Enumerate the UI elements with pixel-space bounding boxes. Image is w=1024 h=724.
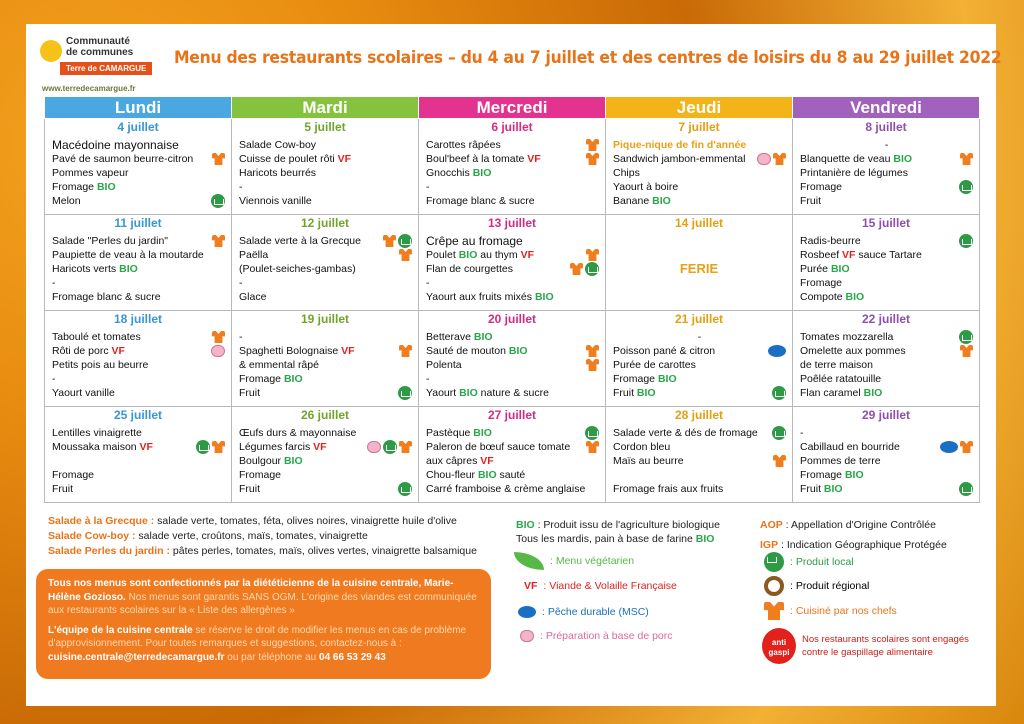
dish-list: [793, 327, 979, 400]
dish-item: -: [884, 139, 889, 151]
dish-item: Fruit: [239, 482, 412, 496]
basket-icon: [585, 262, 599, 276]
contact-email[interactable]: cuisine.centrale@terredecamargue.fr: [48, 651, 225, 663]
dish-item: Pastèque BIO: [426, 426, 599, 440]
menu-cell: [606, 311, 793, 407]
dish-item: Boulgour BIO: [239, 455, 303, 467]
menu-date: 12 juillet: [300, 216, 350, 230]
legend-antigaspi: anti gaspi Nos restaurants scolaires sont engagés contre le gaspillage alimentaire: [762, 628, 982, 664]
chef-icon: [586, 139, 599, 151]
menu-date: 25 juillet: [113, 408, 163, 422]
dish-item: -: [426, 277, 430, 289]
dish-item: Poêlée ratatouille: [800, 373, 882, 385]
menu-cell: [45, 215, 232, 311]
dish-item: [613, 468, 786, 482]
menu-date: 6 juillet: [491, 120, 533, 134]
dish-item: Fromage frais aux fruits: [613, 483, 724, 495]
week-row: [45, 119, 980, 215]
day-header-vendredi: Vendredi: [793, 97, 980, 119]
menu-cell: [606, 119, 793, 215]
dish-item: Salade "Perles du jardin": [52, 234, 225, 248]
chef-icon: [570, 263, 583, 275]
dish-item: Compote BIO: [800, 291, 865, 303]
legend-regional: : Produit régional: [764, 576, 869, 596]
dish-item: Fromage BIO: [613, 373, 677, 385]
dish-list: [793, 135, 979, 208]
menu-cell: [793, 119, 980, 215]
day-header-mardi: Mardi: [232, 97, 419, 119]
menu-cell: [793, 407, 980, 503]
chef-icon: [960, 441, 973, 453]
dish-item: Fruit: [52, 483, 73, 495]
chef-icon: [960, 153, 973, 165]
dish-list: [606, 327, 792, 400]
dish-item: Flan caramel BIO: [800, 387, 883, 399]
basket-icon: [196, 440, 210, 454]
dish-item: Salade Cow-boy: [239, 139, 317, 151]
menu-cell: [232, 407, 419, 503]
menu-date: 15 juillet: [861, 216, 911, 230]
dish-item: Fromage blanc & sucre: [52, 291, 161, 303]
dish-item: Sauté de mouton BIO: [426, 344, 599, 358]
legend-bio: BIO : Produit issu de l'agriculture biologique Tous les mardis, pain à base de farine BIO: [516, 519, 720, 545]
dish-item: Purée BIO: [800, 263, 850, 275]
chef-icon: [383, 235, 396, 247]
dish-item: Polenta: [426, 358, 599, 372]
basket-icon: [772, 386, 786, 400]
basket-icon: [959, 330, 973, 344]
chef-icon: [960, 345, 973, 357]
fish-icon: [768, 345, 786, 357]
dish-item: Macédoine mayonnaise: [52, 138, 179, 152]
basket-icon: [211, 194, 225, 208]
fish-icon: [940, 441, 958, 453]
dish-item: -: [239, 277, 243, 289]
menu-table: [44, 96, 980, 503]
dish-list: [45, 327, 231, 400]
dish-list: [419, 231, 605, 304]
dish-item: Salade verte & dés de fromage: [613, 426, 786, 440]
dish-item: Betterave BIO: [426, 331, 493, 343]
note-cowboy: Salade Cow-boy : salade verte, croûtons, maïs, tomates, vinaigrette: [48, 530, 368, 542]
menu-date: 26 juillet: [300, 408, 350, 422]
basket-icon: [383, 440, 397, 454]
chef-icon: [586, 153, 599, 165]
menu-cell: [419, 119, 606, 215]
dish-item: Pommes vapeur: [52, 167, 129, 179]
chef-icon: [212, 331, 225, 343]
menu-date: 8 juillet: [865, 120, 907, 134]
menu-date: 20 juillet: [487, 312, 537, 326]
dish-item: -: [52, 373, 56, 385]
dish-item: (Poulet-seiches-gambas): [239, 263, 356, 275]
chef-icon: [586, 441, 599, 453]
basket-icon: [398, 386, 412, 400]
menu-cell: [232, 119, 419, 215]
chef-icon: [586, 359, 599, 371]
dish-item: Maïs au beurre: [613, 454, 786, 468]
dish-item: Chou-fleur BIO sauté: [426, 469, 526, 481]
week-row: [45, 407, 980, 503]
logo-line2: de communes: [66, 47, 134, 58]
basket-icon: [959, 234, 973, 248]
menu-cell: [606, 215, 793, 311]
note-perles: Salade Perles du jardin : pâtes perles, tomates, maïs, olives vertes, vinaigrette balsamique: [48, 545, 477, 557]
dish-item: Fruit BIO: [800, 482, 973, 496]
legend-vf: VF : Viande & Volaille Française: [524, 580, 677, 592]
dish-item: Glace: [239, 291, 267, 303]
logo: [38, 34, 158, 102]
dish-item: -: [426, 181, 430, 193]
holiday-label: FERIE: [679, 261, 719, 276]
note-grecque: Salade à la Grecque : salade verte, tomates, féta, olives noires, vinaigrette huile d'olive: [48, 515, 457, 527]
dish-item: -: [239, 181, 243, 193]
dish-item: Fromage BIO: [52, 181, 116, 193]
dish-item: Yaourt vanille: [52, 387, 115, 399]
dish-item: aux câpres VF: [426, 455, 494, 467]
dish-item: Légumes farcis VF: [239, 440, 412, 454]
menu-date: 11 juillet: [114, 216, 162, 230]
salad-notes: [48, 514, 518, 559]
dish-list: [606, 423, 792, 496]
logo-url: www.terredecamargue.fr: [42, 84, 136, 93]
dish-list: [232, 135, 418, 208]
basket-icon: [585, 426, 599, 440]
dish-item: Yaourt BIO nature & sucre: [426, 387, 549, 399]
dish-item: Paupiette de veau à la moutarde: [52, 249, 204, 261]
dish-item: Fromage BIO: [800, 469, 864, 481]
dish-item: Yaourt à boire: [613, 181, 679, 193]
dish-item: Chips: [613, 167, 640, 179]
menu-date: 18 juillet: [113, 312, 163, 326]
dish-item: Haricots verts BIO: [52, 263, 138, 275]
dish-item: Carottes râpées: [426, 138, 599, 152]
menu-date: 19 juillet: [300, 312, 350, 326]
menu-date: 13 juillet: [487, 216, 537, 230]
dish-item: Gnocchis BIO: [426, 167, 492, 179]
dish-item: Purée de carottes: [613, 359, 696, 371]
menu-cell: [232, 215, 419, 311]
dish-item: Fromage BIO: [239, 373, 303, 385]
menu-date: 14 juillet: [674, 216, 724, 230]
dish-item: Fromage: [239, 469, 282, 481]
menu-date: 29 juillet: [861, 408, 911, 422]
dish-item: Fromage: [52, 469, 95, 481]
menu-sheet: [26, 24, 1002, 706]
menu-cell: [419, 407, 606, 503]
menu-cell: [793, 311, 980, 407]
menu-cell: [419, 215, 606, 311]
basket-icon: [398, 482, 412, 496]
dish-item: Banane BIO: [613, 195, 671, 207]
menu-cell: [232, 311, 419, 407]
dish-item: Taboulé et tomates: [52, 330, 225, 344]
menu-cell: [419, 311, 606, 407]
dish-item: Sandwich jambon-emmental: [613, 152, 786, 166]
dish-list: [419, 423, 605, 496]
sun-icon: [40, 40, 62, 62]
dish-list: [232, 231, 418, 304]
dish-item: Boul'beef à la tomate VF: [426, 152, 599, 166]
menu-cell: [606, 407, 793, 503]
dish-item: Omelette aux pommes: [800, 344, 973, 358]
dish-item: Yaourt aux fruits mixés BIO: [426, 291, 554, 303]
legend-chefs: : Cuisiné par nos chefs: [764, 602, 897, 620]
dish-item: Flan de courgettes: [426, 262, 599, 276]
dish-item: -: [52, 277, 56, 289]
menu-date: 27 juillet: [487, 408, 537, 422]
dish-item: de terre maison: [800, 359, 873, 371]
dish-item: Crêpe au fromage: [426, 234, 523, 248]
leaf-icon: [514, 552, 544, 570]
menu-date: 28 juillet: [674, 408, 724, 422]
dish-item: Fruit: [239, 386, 412, 400]
info-box: Tous nos menus sont confectionnés par la diététicienne de la cuisine centrale, Marie-Hélène Gozioso. Nos menus sont garantis SANS OGM. L'origine des viandes est communiquée aux restaurants scolaires sur la « Liste des allergènes » L'équipe de la cuisine centrale se réserve le droit de modifier les menus en cas de problème d'approvisionnement. Pour toutes remarques et suggestions, contactez-nous à : cuisine.centrale@terredecamargue.fr ou par téléphone au 04 66 53 29 43: [36, 569, 491, 679]
dish-item: Pique-nique de fin d'année: [613, 139, 747, 151]
dish-list: [419, 135, 605, 208]
dish-item: Spaghetti Bolognaise VF: [239, 344, 412, 358]
dish-item: Fruit: [800, 195, 821, 207]
pig-icon: [757, 153, 771, 165]
dish-item: Radis-beurre: [800, 234, 973, 248]
chef-icon: [773, 455, 786, 467]
dish-list: [45, 231, 231, 304]
logo-line1: Communauté: [66, 36, 130, 47]
dish-item: -: [697, 331, 702, 343]
dish-list: [45, 423, 231, 496]
basket-icon: [959, 180, 973, 194]
menu-date: 5 juillet: [304, 120, 346, 134]
dish-item: & emmental râpé: [239, 359, 319, 371]
basket-icon: [959, 482, 973, 496]
dish-item: Printanière de légumes: [800, 167, 908, 179]
dish-item: -: [800, 427, 804, 439]
menu-cell: [45, 311, 232, 407]
dish-list: [419, 327, 605, 400]
dish-item: Pavé de saumon beurre-citron: [52, 152, 225, 166]
dish-item: Lentilles vinaigrette: [52, 427, 142, 439]
dish-item: Rosbeef VF sauce Tartare: [800, 249, 922, 261]
chef-icon: [773, 153, 786, 165]
dish-item: Poisson pané & citron: [613, 344, 786, 358]
dish-item: Fromage blanc & sucre: [426, 195, 535, 207]
dish-item: Tomates mozzarella: [800, 330, 973, 344]
dish-item: [52, 454, 225, 468]
antigaspi-icon: anti gaspi: [762, 628, 796, 664]
week-row: [45, 215, 980, 311]
menu-date: 7 juillet: [678, 120, 720, 134]
menu-cell: [793, 215, 980, 311]
dish-item: Haricots beurrés: [239, 167, 317, 179]
chef-icon: [399, 441, 412, 453]
pig-icon: [520, 630, 534, 642]
menu-date: 21 juillet: [674, 312, 724, 326]
dish-list: [793, 231, 979, 304]
dish-item: Carré framboise & crème anglaise: [426, 483, 586, 495]
contact-phone: 04 66 53 29 43: [319, 651, 386, 663]
dish-list: [793, 423, 979, 496]
logo-brand: Terre de CAMARGUE: [60, 62, 152, 75]
chef-icon: [399, 249, 412, 261]
legend-labels: AOP : Appellation d'Origine Contrôlée IGP : Indication Géographique Protégée: [760, 519, 947, 551]
page-title: Menu des restaurants scolaires – du 4 au 7 juillet et des centres de loisirs du 8 au 29 juillet 2022: [174, 48, 1002, 68]
dish-item: -: [426, 373, 430, 385]
dish-item: Rôti de porc VF: [52, 344, 225, 358]
dish-item: Salade verte à la Grecque: [239, 234, 412, 248]
week-row: [45, 311, 980, 407]
fish-icon: [518, 606, 536, 618]
chef-icon: [586, 345, 599, 357]
dish-item: Fromage: [800, 180, 973, 194]
dish-item: Fruit BIO: [613, 386, 786, 400]
dish-item: Cuisse de poulet rôti VF: [239, 153, 352, 165]
basket-icon: [772, 426, 786, 440]
pig-icon: [211, 345, 225, 357]
regional-icon: [764, 576, 784, 596]
day-header-lundi: Lundi: [45, 97, 232, 119]
chef-icon: [764, 602, 784, 620]
pig-icon: [367, 441, 381, 453]
dish-item: Cabillaud en bourride: [800, 440, 973, 454]
legend-veg: : Menu végétarien: [514, 552, 634, 570]
chef-icon: [399, 345, 412, 357]
dish-item: -: [239, 331, 243, 343]
legend-pork: : Préparation à base de porc: [520, 630, 673, 642]
dish-item: Œufs durs & mayonnaise: [239, 427, 357, 439]
basket-icon: [764, 552, 784, 572]
dish-item: Petits pois au beurre: [52, 359, 149, 371]
dish-item: Fromage: [800, 277, 843, 289]
day-header-mercredi: Mercredi: [419, 97, 606, 119]
dish-item: Moussaka maison VF: [52, 440, 225, 454]
dish-item: Viennois vanille: [239, 195, 312, 207]
dish-item: Pommes de terre: [800, 455, 881, 467]
legend-msc: : Pêche durable (MSC): [518, 606, 649, 618]
dish-item: Paleron de bœuf sauce tomate: [426, 440, 599, 454]
legend-local: : Produit local: [764, 552, 854, 572]
dish-list: [606, 135, 792, 208]
menu-cell: [45, 407, 232, 503]
dish-list: [232, 423, 418, 496]
dish-item: Blanquette de veau BIO: [800, 152, 973, 166]
dish-item: Melon: [52, 194, 225, 208]
chef-icon: [212, 235, 225, 247]
chef-icon: [586, 249, 599, 261]
basket-icon: [398, 234, 412, 248]
chef-icon: [212, 153, 225, 165]
dish-item: Poulet BIO au thym VF: [426, 248, 599, 262]
menu-date: 4 juillet: [117, 120, 159, 134]
dish-list: [232, 327, 418, 400]
dish-item: Cordon bleu: [613, 441, 671, 453]
day-header-jeudi: Jeudi: [606, 97, 793, 119]
dish-item: Paëlla: [239, 248, 412, 262]
dish-list: [45, 135, 231, 208]
menu-date: 22 juillet: [861, 312, 911, 326]
menu-cell: [45, 119, 232, 215]
chef-icon: [212, 441, 225, 453]
